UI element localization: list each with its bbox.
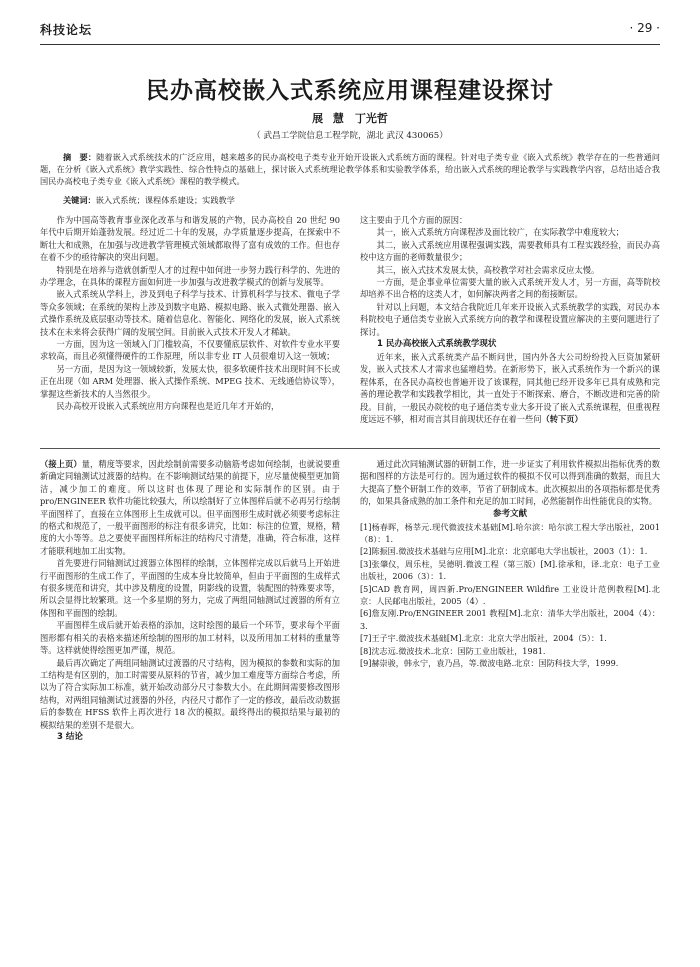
paragraph-text: 量，精度等要求，因此绘制前需要多动脑筋考虑如何绘制，也就说要重新确定同轴测试过渡器的结构。在不影响测试结果的前提下，应尽量使模型更加简洁，减少加工的难度。所以这时也体现了理论和实际制作的区别。由于 pro/ENGINEER 软件功能比较强大，所以绘制好了立体图样后就不必再另行绘制平面图样了，直接在立体图形上生成就可以。但平面图形生成时就必须要考虑标注的格式和规范了，一般平面图形的标注有很多讲究，比如：标注的位置，规格，精度的大小等等。总之要使平面图样所标注的结构尺寸清楚，准确，符合标准，这样才能联利地加工出实物。 xyxy=(40,459,341,556)
reference-item: [3]张肇仪，周乐柱，吴德明.微波工程（第三版）[M].徐承和，译.北京：电子工业出版社，2006（3）：1. xyxy=(360,558,660,582)
references-title: 参考文献 xyxy=(492,508,527,519)
upper-right-column xyxy=(360,214,660,426)
reference-item: [9]赫崇骏，韩永宁，袁乃昌，等.微波电路.北京：国防科技大学，1999. xyxy=(360,658,619,669)
reference-item: [8]沈志远.微波技术.北京：国防工业出版社，1981. xyxy=(360,645,546,656)
paragraph xyxy=(360,351,660,425)
paragraph: 最后再次确定了两组同轴测试过渡器的尺寸结构，因为模拟的参数和实际的加工结构是有区别的，加工时需要从原料的节省，减少加工难度等方面综合考虑，所以为了符合实际加工标准，就开始改动部分尺寸参数大小。在此期间需要修改图形结构，对两组同轴测试过渡器的外径，内径尺寸都作了一定的修改，最后改动数据后的参数在 HFSS 软件上再次进行 18 次的模拟。最终得出的模拟结果与最初的模拟结果的差别不是很大。 xyxy=(40,657,340,730)
reference-item: [2]陈振国.微波技术基础与应用[M].北京：北京邮电大学出版社，2003（1）：1. xyxy=(360,546,648,557)
paragraph: 这主要由于几个方面的原因： xyxy=(360,215,468,225)
paragraph: 针对以上问题，本文结合我院近几年来开设嵌入式系统教学的实践，对民办本科院校电子通信类专业嵌入式系统方向的教学和课程设置应解决的主要问题进行了探讨。 xyxy=(360,301,660,337)
paragraph: 平面图样生成后就开始表格的添加，这时绘图的最后一个环节，要求每个平面图形都有相关的表格来描述所绘制的图形的加工材料，以及所用加工材料的重量等等。这样就使得绘图更加严谨，规范。 xyxy=(40,620,340,656)
abstract-label: 摘 要： xyxy=(62,152,97,162)
paragraph: 通过此次同轴测试器的研制工作，进一步证实了利用软件模拟出指标优秀的数据和图样的方法是可行的。因为通过软件的模拟不仅可以得到准确的数据，而且大大提高了整个研制工作的效率，节省了研制成本。此次模拟出的各项指标都是优秀的，如果具备成熟的加工条件和充足的加工时间，必然能制作出性能优良的实物。 xyxy=(360,459,660,507)
paragraph: 嵌入式系统从学科上，涉及到电子科学与技术、计算机科学与技术、微电子学等众多领域；在系统的架构上涉及到数字电路、模拟电路、嵌入式微处理器、嵌入式操作系统及底层驱动等技术。随着信息化、智能化、网络化的发展，嵌入式系统技术在未来将会获得广阔的发展空间。目前嵌入式技术开发人才稀缺。 xyxy=(40,289,340,337)
continued-label: （转下页） xyxy=(541,414,583,425)
journal-name: 科技论坛 xyxy=(40,23,93,37)
abstract xyxy=(40,151,660,188)
lower-right-column xyxy=(360,458,660,670)
paragraph: 民办高校开设嵌入式系统应用方向课程也是近几年才开始的， xyxy=(56,401,280,412)
upper-left-column xyxy=(40,214,340,413)
paragraph: 一方面，是企事业单位需要大量的嵌入式系统开发人才，另一方面，高等院校却培养不出合格的这类人才，如何解决两者之间的衔接断层。 xyxy=(360,277,660,300)
keywords-label: 关键词： xyxy=(62,195,96,205)
running-header xyxy=(40,20,660,45)
continued-from-label: （接上页） xyxy=(40,459,82,469)
section-heading: 1 民办高校嵌入式系统教学现状 xyxy=(377,339,497,350)
paragraph: 特别是在培养与造就创新型人才的过程中如何进一步努力践行科学的、先进的办学理念，在具体的课程方面如何进一步加强与改进教学模式的创新与发展等。 xyxy=(40,264,340,288)
keywords-text: 嵌入式系统；课程体系建设；实践教学 xyxy=(95,195,235,205)
section-text: 近年来，嵌入式系统类产品不断问世，国内外各大公司纷纷投入巨资加紧研发，嵌入式技术人才需求也猛增趋势。在新形势下，嵌入式系统作为一个新兴的课程体系，在各民办高校也普遍开设了该课程，同其他已经开设多年已具有成熟和完善的理论教学和实践教学相比，其一直处于不断探索、磨合，不断改进和完善的阶段。目前，一般民办院校的电子通信类专业大多开设了嵌入式系统课程，但重视程度远远不够，相对而言其目前现状还存在着一些问 xyxy=(360,352,660,425)
reference-item: [6]詹友刚.Pro/ENGINEER 2001 教程[M].北京：清华大学出版社，2004（4）：3. xyxy=(360,608,660,631)
paragraph xyxy=(40,458,340,557)
paper-title: 民办高校嵌入式系统应用课程建设探讨 xyxy=(146,78,554,104)
paragraph: 其三，嵌入式技术发展太快，高校教学对社会需求反应太慢。 xyxy=(376,264,600,275)
section-heading: 3 结论 xyxy=(57,731,83,742)
reference-item: [7]王子宇.微波技术基础[M].北京：北京大学出版社，2004（5）：1. xyxy=(360,633,607,644)
paragraph: 一方面，因为这一领域入门门槛较高，不仅要懂底层软件、对软件专业水平要求较高，而且必须懂得硬件的工作原理，所以非专业 IT 人员很难切入这一领域； xyxy=(40,339,340,362)
page-number: · 29 · xyxy=(629,21,660,35)
reference-item: [5]CAD 教育网，周四新.Pro/ENGINEER Wildfire 工业设计范例教程[M].北京：人民邮电出版社，2005（4）. xyxy=(360,583,660,607)
affiliation: （ 武昌工学院信息工程学院，湖北 武汉 430065） xyxy=(252,131,448,141)
paragraph: 其一，嵌入式系统方向课程涉及面比较广，在实际教学中难度较大； xyxy=(376,227,624,238)
reference-item: [1]杨春晖，杨莘元.现代微波技术基础[M].哈尔滨：哈尔滨工程大学出版社，2001（8）：1. xyxy=(360,521,660,545)
paragraph: 另一方面，是因为这一领域较新，发展太快，很多软硬件技术出现时间不长或正在出现（如 ARM 处理器、嵌入式操作系统、MPEG 技术、无线通信协议等），掌握这些新技术的人当然很少。 xyxy=(40,363,340,399)
paragraph: 首先要进行同轴测试过渡器立体图样的绘制，立体图样完成以后就马上开始进行平面图形的生成工作了，平面图的生成本身比较简单，但由于平面图的生成样式有很多规范和讲究，其中涉及精度的设置，阴影线的设置，装配图的特殊要求等，所以会显得比较繁琐。这一个多星期的努力，完成了两组同轴测试过渡器的所有立体图和平面图的绘制。 xyxy=(40,558,340,618)
abstract-text: 随着嵌入式系统技术的广泛应用，越来越多的民办高校电子类专业开始开设嵌入式系统方面的课程。针对电子类专业《嵌入式系统》教学存在的一些普通问题，在分析《嵌入式系统》教学实践性、综合性特点的基础上，探讨嵌入式系统理论教学体系和实验教学体系，给出嵌入式系统的理论教学与实践教学内容，总结出适合我国民办高校电子类专业《嵌入式系统》课程的教学模式。 xyxy=(40,152,660,187)
article-separator xyxy=(40,448,660,449)
paragraph: 其二，嵌入式系统应用课程强调实践，需要教师具有工程实践经验，而民办高校中这方面的老师数量很少； xyxy=(360,239,660,263)
authors: 展 慧 丁光哲 xyxy=(312,112,388,125)
keywords xyxy=(40,194,660,206)
lower-left-column xyxy=(40,458,340,744)
paragraph: 作为中国高等教育事业深化改革与和谐发展的产物，民办高校自 20 世纪 90 年代中后期开始蓬勃发展。经过近二十年的发展，办学质量逐步提高，在探索中不断壮大和成熟，在加强与改进教学管理模式领域都取得了富有成效的工作。但也存在着不少的亟待解决的突出问题。 xyxy=(40,215,340,263)
